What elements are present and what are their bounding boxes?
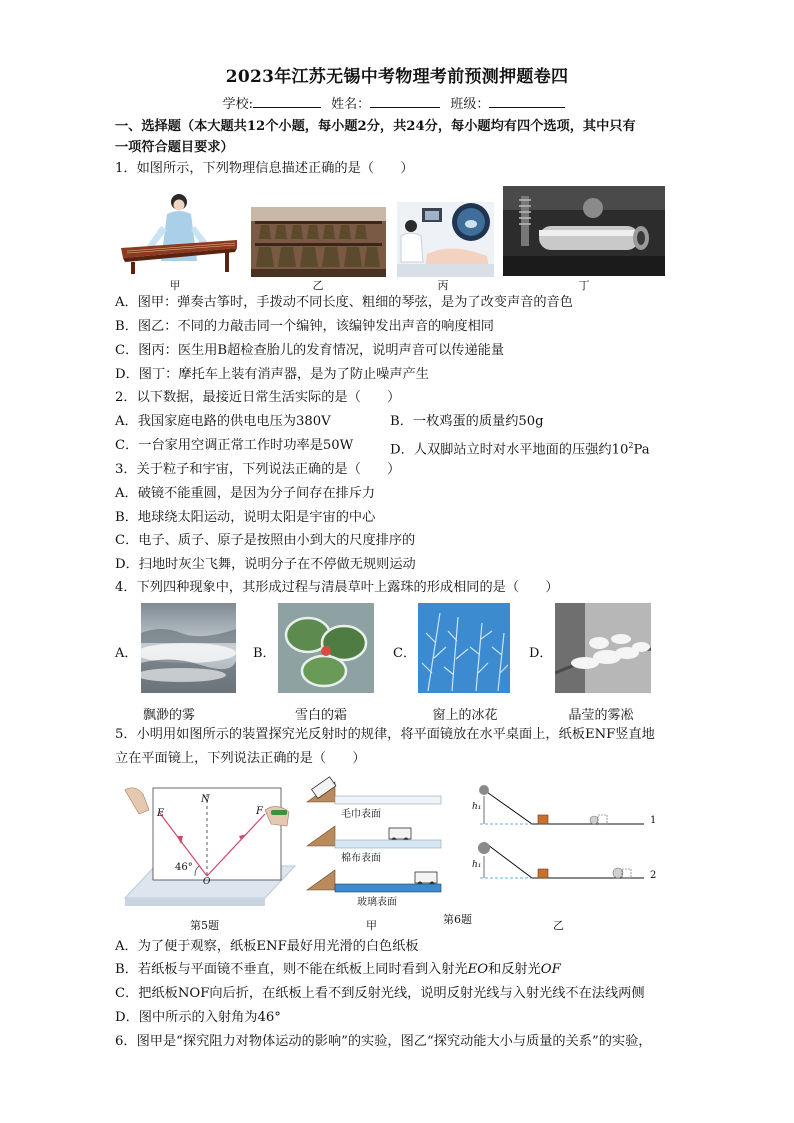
- q5-stem-line1: 5．小明用如图所示的装置探究光反射时的规律，将平面镜放在水平桌面上，纸板ENF竖直地: [115, 727, 655, 742]
- q2-stem: 2．以下数据，最接近日常生活实际的是（ ）: [115, 390, 401, 405]
- q1-image-jia-guzheng: [117, 186, 239, 276]
- q4-letter-c[interactable]: C．: [393, 646, 416, 661]
- q5-option-b-text: B．若纸板与平面镜不垂直，则不能在纸板上同时看到入射光: [115, 962, 468, 977]
- q6-stem: 6．图甲是“探究阻力对物体运动的影响”的实验，图乙“探究动能大小与质量的关系”的实验，: [115, 1034, 652, 1049]
- q2-option-d-unit: Pa: [633, 442, 650, 458]
- name-blank[interactable]: [370, 95, 440, 108]
- q1-caption-ding: 丁: [578, 279, 590, 292]
- q1-image-bing-ultrasound: [397, 202, 494, 277]
- q5-figure-reflection: [115, 780, 300, 915]
- q2-option-c[interactable]: C．一台家用空调正常工作时功率是50W: [115, 438, 354, 453]
- q5-label-f: F: [256, 806, 263, 817]
- section-heading-line2: 一项符合题目要求）: [115, 140, 234, 155]
- q5-option-c[interactable]: C．把纸板NOF向后折，在纸板上看不到反射光线，说明反射光线与入射光线不在法线两侧: [115, 986, 645, 1001]
- q3-option-a[interactable]: A．破镜不能重圆，是因为分子间存在排斥力: [115, 486, 376, 501]
- q1-image-ding-muffler: [503, 186, 665, 276]
- q6-surface-cotton: 棉布表面: [341, 853, 381, 864]
- q2-option-b[interactable]: B．一枚鸡蛋的质量约50g: [390, 414, 544, 429]
- q5-option-b-of: OF: [540, 962, 561, 977]
- q1-stem: 1．如图所示，下列物理信息描述正确的是（ ）: [115, 161, 414, 176]
- q4-caption-b: 雪白的霜: [294, 708, 347, 723]
- q1-option-c[interactable]: C．图丙：医生用B超检查胎儿的发育情况，说明声音可以传递能量: [115, 343, 505, 358]
- q5-option-d[interactable]: D．图中所示的入射角为46°: [115, 1010, 281, 1025]
- q5-option-b-eo: EO: [467, 962, 489, 977]
- q4-caption-d: 晶莹的雾凇: [568, 708, 634, 723]
- q6-label-1: 1: [650, 815, 657, 826]
- q5-label-n: N: [201, 794, 210, 805]
- q2-option-a[interactable]: A．我国家庭电路的供电电压为380V: [115, 414, 331, 429]
- q5-option-b-mid: 和反射光: [488, 962, 541, 977]
- q3-option-b[interactable]: B．地球绕太阳运动，说明太阳是宇宙的中心: [115, 510, 376, 525]
- q6-label-h1-top: h₁: [472, 802, 482, 812]
- q4-image-a-fog: [141, 603, 236, 693]
- q1-option-d[interactable]: D．图丁：摩托车上装有消声器，是为了防止噪声产生: [115, 367, 429, 382]
- q6-surface-towel: 毛巾表面: [341, 809, 381, 820]
- q1-caption-bing: 丙: [437, 279, 449, 292]
- q6-caption-yi: 乙: [553, 919, 564, 932]
- q4-image-d-rime: [555, 603, 651, 693]
- q6-caption-jia: 甲: [366, 919, 377, 932]
- school-blank[interactable]: [253, 95, 321, 108]
- q1-caption-jia: 甲: [169, 279, 181, 292]
- school-label: 学校:: [222, 97, 254, 112]
- q1-option-a[interactable]: A．图甲：弹奏古筝时，手拨动不同长度、粗细的琴弦，是为了改变声音的音色: [115, 295, 573, 310]
- q4-letter-b[interactable]: B．: [253, 646, 276, 661]
- q2-option-d[interactable]: [390, 437, 650, 459]
- name-label: 姓名：: [331, 97, 371, 112]
- q1-image-yi-bells: [251, 207, 386, 277]
- q4-letter-a[interactable]: A．: [115, 646, 138, 661]
- q5-stem-line2: 立在平面镜上，下列说法正确的是（ ）: [115, 751, 366, 766]
- q6-figure-yi-slopes: [470, 780, 665, 892]
- q4-caption-c: 窗上的冰花: [432, 708, 498, 723]
- q3-stem: 3．关于粒子和宇宙，下列说法正确的是（ ）: [115, 462, 401, 477]
- q4-image-c-ice-flower: [418, 603, 510, 693]
- q2-option-d-text: D．人双脚站立时对水平地面的压强约10: [390, 442, 629, 458]
- q2-option-d-exponent: 2: [628, 441, 634, 450]
- q4-image-b-frost: [278, 603, 374, 693]
- q4-caption-a: 飘渺的雾: [142, 708, 195, 723]
- class-label: 班级：: [450, 97, 490, 112]
- q1-caption-yi: 乙: [312, 279, 324, 292]
- q5-figure-caption: 第5题: [190, 919, 219, 932]
- q5-label-angle: 46°: [175, 862, 193, 873]
- q5-label-o: O: [203, 877, 211, 887]
- q5-option-a[interactable]: A．为了便于观察，纸板ENF最好用光滑的白色纸板: [115, 939, 419, 954]
- q6-surface-glass: 玻璃表面: [357, 897, 397, 908]
- q1-option-b[interactable]: B．图乙：不同的力敲击同一个编钟，该编钟发出声音的响度相同: [115, 319, 494, 334]
- q6-figure-jia-ramps: [305, 774, 445, 914]
- q3-option-c[interactable]: C．电子、质子、原子是按照由小到大的尺度排序的: [115, 533, 416, 548]
- exam-title: 2023年江苏无锡中考物理考前预测押题卷四: [225, 67, 569, 87]
- q3-option-d[interactable]: D．扫地时灰尘飞舞，说明分子在不停做无规则运动: [115, 557, 416, 572]
- q5-label-e: E: [157, 808, 165, 819]
- q4-letter-d[interactable]: D．: [529, 646, 553, 661]
- section-heading-line1: 一、选择题（本大题共12个小题，每小题2分，共24分，每小题均有四个选项，其中只有: [115, 119, 636, 134]
- q4-stem: 4．下列四种现象中，其形成过程与清晨草叶上露珠的形成相同的是（ ）: [115, 580, 559, 595]
- q6-label-2: 2: [650, 870, 657, 881]
- q5-option-b[interactable]: [115, 961, 561, 979]
- student-info-row: [0, 93, 794, 112]
- q6-label-h1-bottom: h₁: [472, 860, 482, 870]
- q6-figure-caption: 第6题: [443, 913, 472, 926]
- class-blank[interactable]: [489, 95, 565, 108]
